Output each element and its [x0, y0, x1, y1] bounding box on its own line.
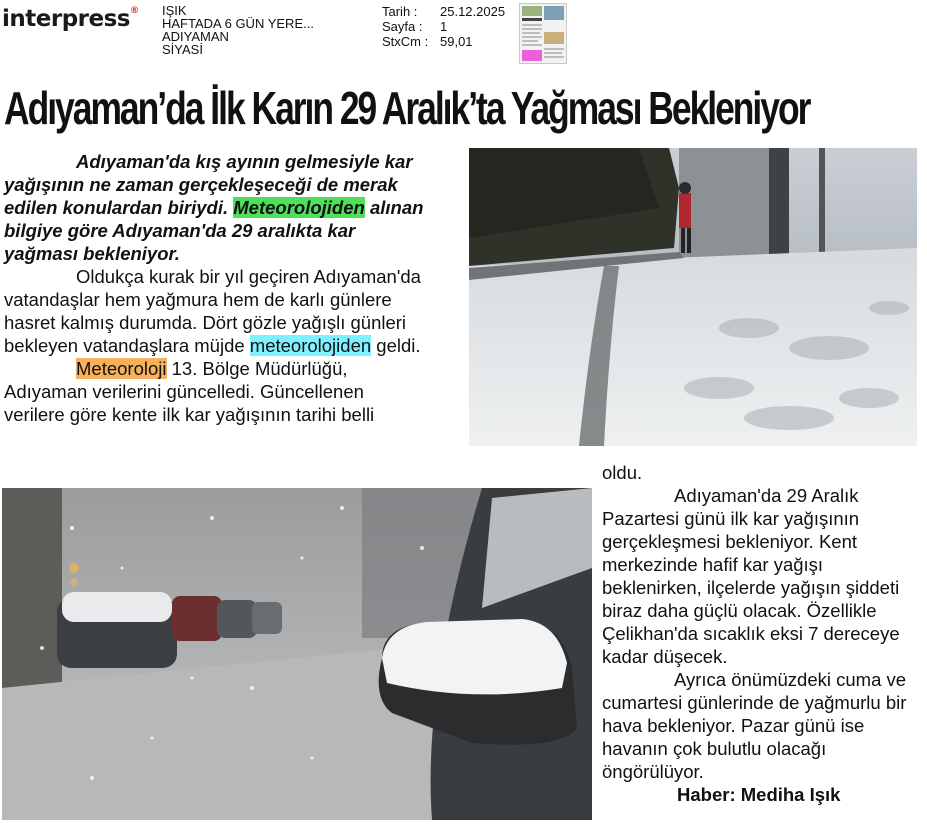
- p2-text: 13. Bölge Müdürlüğü, Adıyaman verilerini güncelledi. Güncellenen verilere göre kente ilk kar yağışının tarihi belli: [4, 358, 375, 425]
- date-value: 25.12.2025: [440, 4, 506, 19]
- p4-text: Ayrıca önümüzdeki cuma ve cumartesi günlerinde de yağmurlu bir hava bekleniyor. Pazar günü ise havanın çok bulutlu olacağı öngörülüyor.: [602, 669, 907, 782]
- stxcm-value: 59,01: [440, 34, 473, 49]
- page-value: 1: [440, 19, 448, 34]
- date-label: Tarih :: [382, 4, 418, 19]
- page-label: Sayfa :: [382, 19, 423, 34]
- publication-city: ADIYAMAN: [162, 29, 229, 44]
- publication-name: IŞIK: [162, 3, 187, 18]
- snowy-street-image: [469, 148, 917, 446]
- paragraph-2-continued: oldu.: [602, 462, 643, 483]
- snowy-car-image: [2, 488, 592, 820]
- registered-mark: ®: [129, 6, 139, 16]
- highlight-meteorolojiden-2: meteorolojiden: [249, 335, 372, 356]
- page-thumbnail[interactable]: [519, 3, 567, 64]
- publication-category: SİYASİ: [162, 42, 203, 57]
- highlight-meteorolojiden: Meteorolojiden: [233, 197, 365, 218]
- stxcm-label: StxCm :: [382, 34, 429, 49]
- paragraph-2: [4, 357, 429, 426]
- article-headline: Adıyaman’da İlk Karın 29 Aralık’ta Yağması Bekleniyor: [4, 82, 810, 134]
- clip-meta: [382, 4, 505, 49]
- article-column-right: [602, 461, 922, 806]
- p1-text-a: Oldukça kurak bir yıl geçiren Adıyaman'da vatandaşlar hem yağmura hem de karlı günlere hasret kalmış durumda. Dört gözle yağışlı günleri bekleyen vatandaşlara müjde: [4, 266, 421, 356]
- highlight-meteoroloji: Meteoroloji: [76, 358, 167, 379]
- article-byline: Haber: Mediha Işık: [677, 784, 841, 805]
- interpress-logo: interpress®: [2, 6, 139, 32]
- paragraph-4: [602, 668, 922, 783]
- p3-text: Adıyaman'da 29 Aralık Pazartesi günü ilk kar yağışının gerçekleşmesi bekleniyor. Kent merkezinde hafif kar yağışı beklenirken, ilçelerde yağışın şiddeti biraz daha güçlü olacak. Özellikle Çelikhan'da sıcaklık eksi 7 dereceye kadar düşecek.: [602, 485, 900, 667]
- photo-snowy-car-mirror: [2, 488, 592, 820]
- photo-snowy-street: [469, 148, 917, 446]
- lead-text-1: Adıyaman'da kış ayının gelmesiyle kar yağışının ne zaman gerçekleşeceği de merak edilen konulardan biriydi.: [4, 151, 413, 218]
- paragraph-3: [602, 484, 922, 668]
- publication-info: [162, 4, 314, 56]
- paragraph-1: [4, 265, 429, 357]
- lead-paragraph: [4, 150, 429, 265]
- article-column-left: [4, 150, 429, 426]
- lead-text-2: alınan bilgiye göre Adıyaman'da 29 aralıkta kar yağması bekleniyor.: [4, 197, 424, 264]
- p1-text-b: geldi.: [371, 335, 421, 356]
- publication-frequency: HAFTADA 6 GÜN YERE...: [162, 16, 314, 31]
